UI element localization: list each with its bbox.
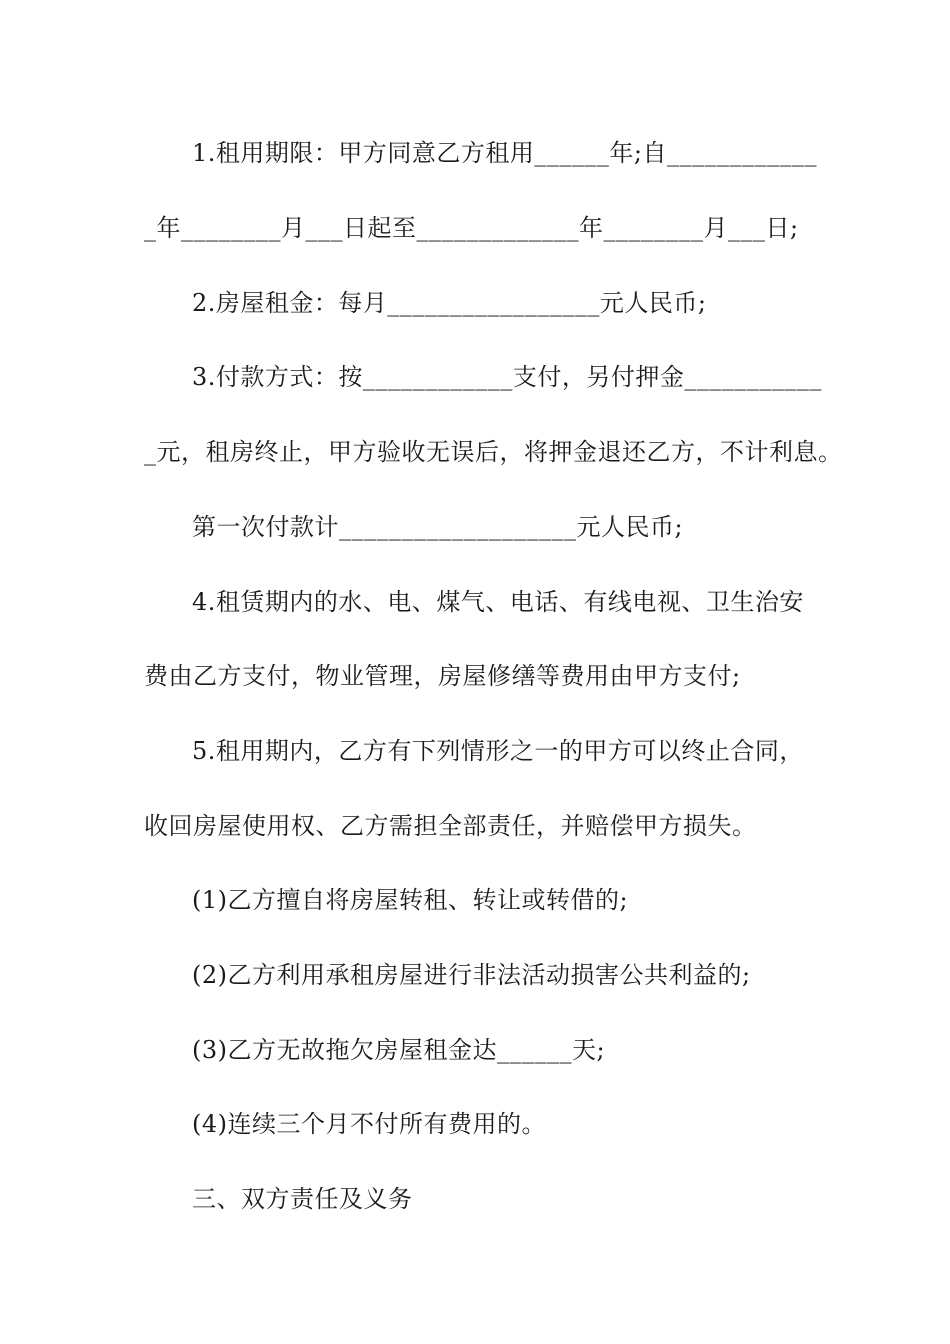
- clause-5-line-2: 收回房屋使用权、乙方需担全部责任，并赔偿甲方损失。: [144, 812, 757, 840]
- clause-3-line-2: _元，租房终止，甲方验收无误后，将押金退还乙方，不计利息。: [144, 438, 843, 466]
- clause-4-line-2: 费由乙方支付，物业管理，房屋修缮等费用由甲方支付;: [144, 662, 741, 690]
- section-heading-3: 三、双方责任及义务: [192, 1185, 413, 1213]
- clause-1-line-2: _年________月___日起至_____________年________月___日;: [144, 214, 799, 242]
- sub-item-2: (2)乙方利用承租房屋进行非法活动损害公共利益的;: [192, 961, 751, 989]
- clause-1-line-1: 1.租用期限：甲方同意乙方租用______年;自____________: [192, 139, 817, 167]
- sub-item-4: (4)连续三个月不付所有费用的。: [192, 1110, 546, 1138]
- first-payment: 第一次付款计___________________元人民币;: [192, 513, 684, 541]
- sub-item-1: (1)乙方擅自将房屋转租、转让或转借的;: [192, 886, 629, 914]
- clause-3-line-1: 3.付款方式：按____________支付，另付押金___________: [192, 363, 822, 391]
- sub-item-3: (3)乙方无故拖欠房屋租金达______天;: [192, 1036, 606, 1064]
- clause-2: 2.房屋租金：每月_________________元人民币;: [192, 289, 707, 317]
- clause-5-line-1: 5.租用期内，乙方有下列情形之一的甲方可以终止合同，: [192, 737, 804, 765]
- clause-4-line-1: 4.租赁期内的水、电、煤气、电话、有线电视、卫生治安: [192, 588, 804, 616]
